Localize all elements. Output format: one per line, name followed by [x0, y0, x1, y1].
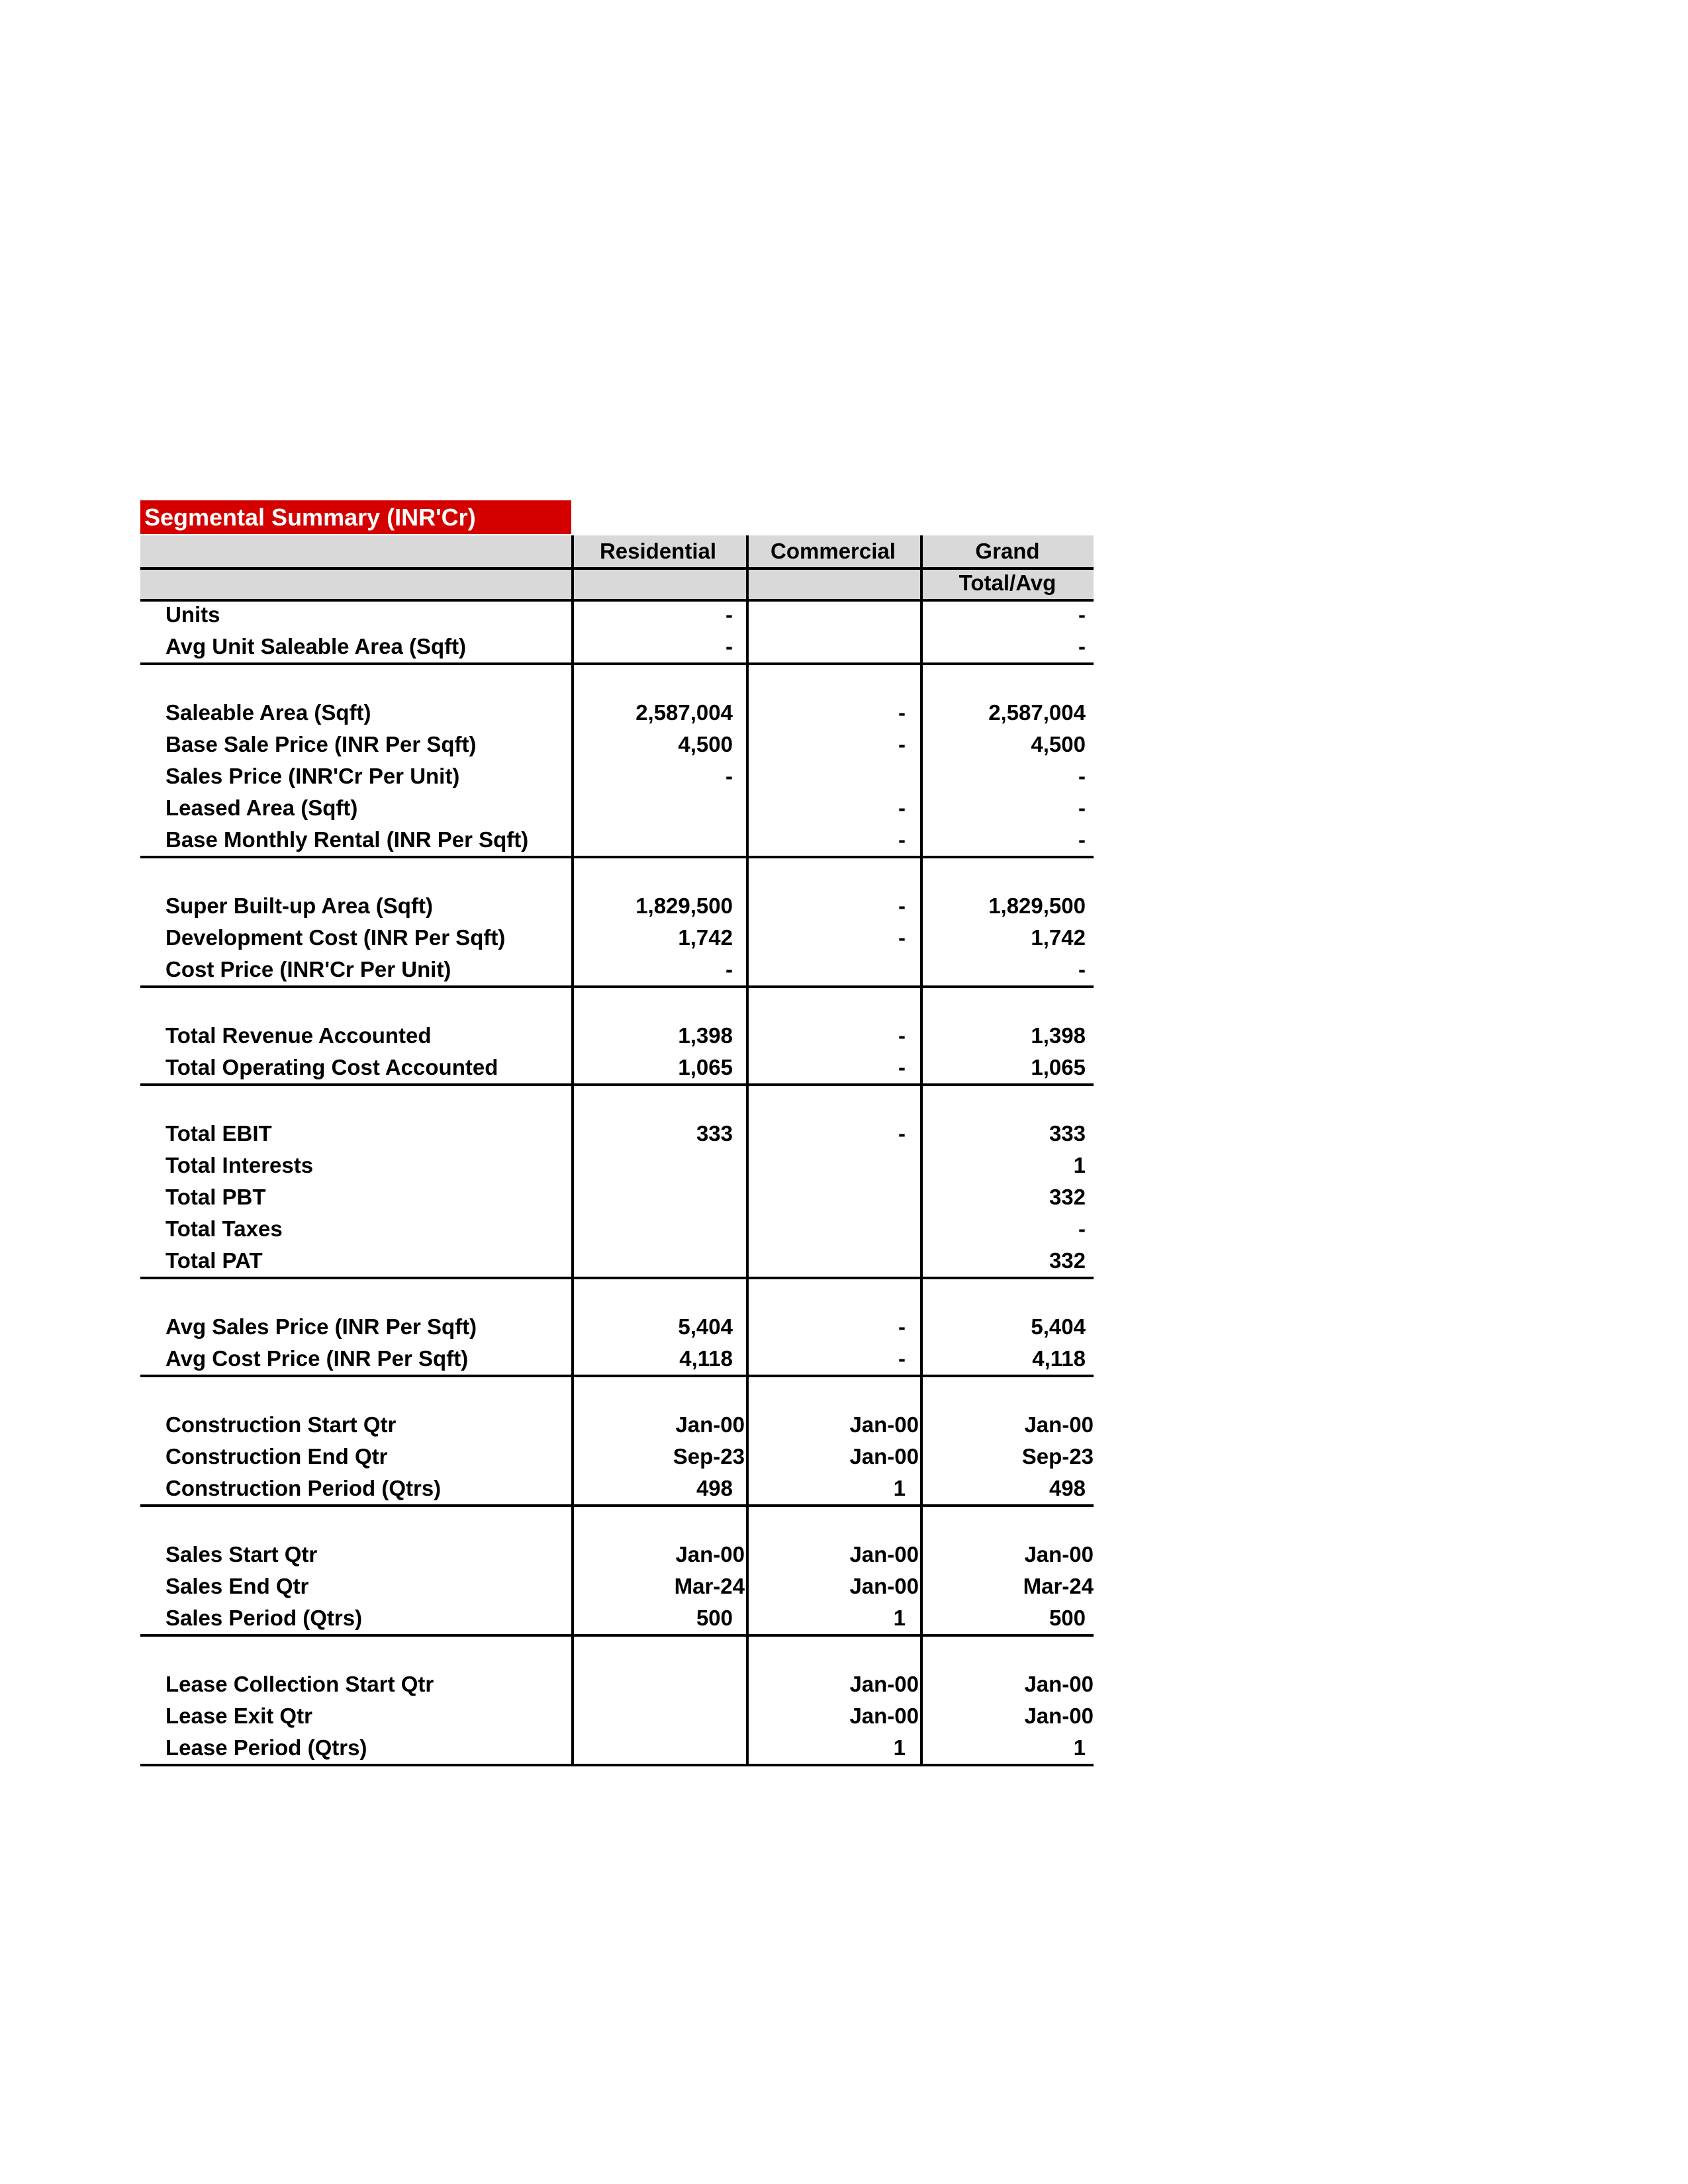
- commercial-value: 1: [893, 1735, 906, 1760]
- grand-total-value: 332: [1049, 1185, 1086, 1209]
- row-label: Development Cost (INR Per Sqft): [165, 925, 506, 950]
- commercial-value: -: [898, 827, 906, 852]
- table-row: [140, 1409, 1094, 1441]
- commercial-value: -: [898, 893, 906, 918]
- table-row: [140, 1473, 1094, 1504]
- row-label: Base Sale Price (INR Per Sqft): [165, 732, 477, 756]
- residential-value: 4,500: [678, 732, 733, 756]
- residential-value: 1,829,500: [635, 893, 733, 918]
- grand-total-value: 2,587,004: [988, 700, 1086, 725]
- row-label: Construction Start Qtr: [165, 1412, 397, 1437]
- commercial-value: -: [898, 796, 906, 820]
- table-row: [140, 1020, 1094, 1052]
- table-row: [140, 1311, 1094, 1343]
- row-label: Total PBT: [165, 1185, 266, 1209]
- grand-total-value: Mar-24: [1023, 1574, 1094, 1598]
- table-row: [140, 1181, 1094, 1213]
- grand-total-value: Jan-00: [1024, 1542, 1094, 1567]
- row-label: Total EBIT: [165, 1121, 272, 1146]
- grand-total-value: 333: [1049, 1121, 1086, 1146]
- grand-total-value: 1,065: [1031, 1055, 1086, 1079]
- grand-total-value: -: [1078, 1216, 1086, 1241]
- table-row: [140, 729, 1094, 760]
- row-label: Avg Sales Price (INR Per Sqft): [165, 1314, 477, 1339]
- residential-value: 4,118: [679, 1346, 733, 1371]
- row-label: Sales Period (Qtrs): [165, 1606, 363, 1630]
- table-row: [140, 1732, 1094, 1764]
- grand-total-value: 332: [1049, 1248, 1086, 1273]
- row-separator: [140, 1277, 1094, 1279]
- table-row: [140, 760, 1094, 792]
- commercial-value: Jan-00: [849, 1704, 919, 1728]
- table-row: [140, 792, 1094, 824]
- residential-value: 500: [696, 1606, 733, 1630]
- row-label: Construction Period (Qtrs): [165, 1476, 442, 1500]
- grand-total-value: Jan-00: [1024, 1412, 1094, 1437]
- row-label: Avg Cost Price (INR Per Sqft): [165, 1346, 469, 1371]
- commercial-value: -: [898, 925, 906, 950]
- residential-value: -: [726, 957, 733, 981]
- table-row: [140, 1441, 1094, 1473]
- row-label: Construction End Qtr: [165, 1444, 388, 1469]
- row-separator: [140, 662, 1094, 665]
- header-commercial: Commercial: [771, 539, 896, 563]
- grand-total-value: 500: [1049, 1606, 1086, 1630]
- commercial-value: Jan-00: [849, 1542, 919, 1567]
- row-label: Lease Period (Qtrs): [165, 1735, 367, 1760]
- grand-total-value: -: [1078, 602, 1086, 627]
- row-separator: [140, 567, 1094, 570]
- header-grand-line1: Grand: [975, 539, 1040, 563]
- grand-total-value: 5,404: [1031, 1314, 1086, 1339]
- table-row: [140, 631, 1094, 662]
- residential-value: Mar-24: [674, 1574, 745, 1598]
- residential-value: 2,587,004: [635, 700, 733, 725]
- commercial-value: Jan-00: [849, 1672, 919, 1696]
- commercial-value: -: [898, 732, 906, 756]
- residential-value: Jan-00: [675, 1412, 745, 1437]
- grand-total-value: 1,829,500: [988, 893, 1086, 918]
- grand-total-value: -: [1078, 634, 1086, 659]
- table-row: [140, 890, 1094, 922]
- row-label: Total Operating Cost Accounted: [165, 1055, 498, 1079]
- row-label: Sales Price (INR'Cr Per Unit): [165, 764, 460, 788]
- commercial-value: -: [898, 1121, 906, 1146]
- table-row: [140, 1150, 1094, 1181]
- grand-total-value: -: [1078, 827, 1086, 852]
- residential-value: 1,742: [678, 925, 733, 950]
- table-row: [140, 824, 1094, 856]
- residential-value: 498: [696, 1476, 733, 1500]
- table-row: [140, 1213, 1094, 1245]
- residential-value: -: [726, 634, 733, 659]
- residential-value: Sep-23: [673, 1444, 745, 1469]
- table-row: [140, 1602, 1094, 1634]
- table-row: [140, 697, 1094, 729]
- grand-total-value: -: [1078, 764, 1086, 788]
- row-separator: [140, 1083, 1094, 1086]
- grand-total-value: 1: [1073, 1735, 1086, 1760]
- column-divider: [746, 535, 749, 1766]
- commercial-value: -: [898, 700, 906, 725]
- residential-value: -: [726, 764, 733, 788]
- residential-value: 1,398: [678, 1023, 733, 1048]
- row-separator: [140, 1375, 1094, 1377]
- commercial-value: 1: [893, 1476, 906, 1500]
- column-divider: [920, 535, 923, 1766]
- commercial-value: 1: [893, 1606, 906, 1630]
- commercial-value: -: [898, 1346, 906, 1371]
- commercial-value: Jan-00: [849, 1444, 919, 1469]
- row-label: Saleable Area (Sqft): [165, 700, 371, 725]
- row-label: Total Taxes: [165, 1216, 283, 1241]
- grand-total-value: Sep-23: [1021, 1444, 1094, 1469]
- table-row: [140, 922, 1094, 954]
- row-separator: [140, 599, 1094, 602]
- row-label: Total PAT: [165, 1248, 263, 1273]
- row-separator: [140, 1504, 1094, 1507]
- row-separator: [140, 1634, 1094, 1637]
- row-label: Sales Start Qtr: [165, 1542, 318, 1567]
- commercial-value: Jan-00: [849, 1574, 919, 1598]
- grand-total-value: 4,118: [1032, 1346, 1086, 1371]
- table-row: [140, 1343, 1094, 1375]
- sheet-title: Segmental Summary (INR'Cr): [140, 500, 571, 534]
- header-residential: Residential: [599, 539, 717, 563]
- table-row: [140, 1245, 1094, 1277]
- row-label: Super Built-up Area (Sqft): [165, 893, 433, 918]
- residential-value: -: [726, 602, 733, 627]
- grand-total-value: -: [1078, 796, 1086, 820]
- residential-value: 333: [696, 1121, 733, 1146]
- header-grand-line2: Total/Avg: [959, 570, 1056, 595]
- table-row: [140, 1052, 1094, 1083]
- table-row: [140, 1668, 1094, 1700]
- commercial-value: -: [898, 1055, 906, 1079]
- table-row: [140, 954, 1094, 985]
- grand-total-value: 1,398: [1031, 1023, 1086, 1048]
- row-label: Sales End Qtr: [165, 1574, 309, 1598]
- grand-total-value: 1,742: [1031, 925, 1086, 950]
- grand-total-value: 4,500: [1031, 732, 1086, 756]
- row-separator: [140, 1764, 1094, 1766]
- row-separator: [140, 856, 1094, 858]
- grand-total-value: 1: [1073, 1153, 1086, 1177]
- row-label: Avg Unit Saleable Area (Sqft): [165, 634, 467, 659]
- grand-total-value: 498: [1049, 1476, 1086, 1500]
- row-label: Lease Collection Start Qtr: [165, 1672, 434, 1696]
- residential-value: Jan-00: [675, 1542, 745, 1567]
- column-divider: [571, 535, 574, 1766]
- table-row: [140, 1570, 1094, 1602]
- row-label: Total Revenue Accounted: [165, 1023, 432, 1048]
- grand-total-value: Jan-00: [1024, 1704, 1094, 1728]
- commercial-value: Jan-00: [849, 1412, 919, 1437]
- table-row: [140, 1700, 1094, 1732]
- grand-total-value: Jan-00: [1024, 1672, 1094, 1696]
- row-label: Total Interests: [165, 1153, 314, 1177]
- commercial-value: -: [898, 1023, 906, 1048]
- grand-total-value: -: [1078, 957, 1086, 981]
- row-label: Leased Area (Sqft): [165, 796, 358, 820]
- row-label: Base Monthly Rental (INR Per Sqft): [165, 827, 529, 852]
- table-row: [140, 1118, 1094, 1150]
- commercial-value: -: [898, 1314, 906, 1339]
- row-separator: [140, 985, 1094, 988]
- table-row: [140, 1539, 1094, 1570]
- row-label: Units: [165, 602, 220, 627]
- residential-value: 1,065: [678, 1055, 733, 1079]
- table-row: [140, 599, 1094, 631]
- row-label: Lease Exit Qtr: [165, 1704, 312, 1728]
- residential-value: 5,404: [678, 1314, 733, 1339]
- row-label: Cost Price (INR'Cr Per Unit): [165, 957, 451, 981]
